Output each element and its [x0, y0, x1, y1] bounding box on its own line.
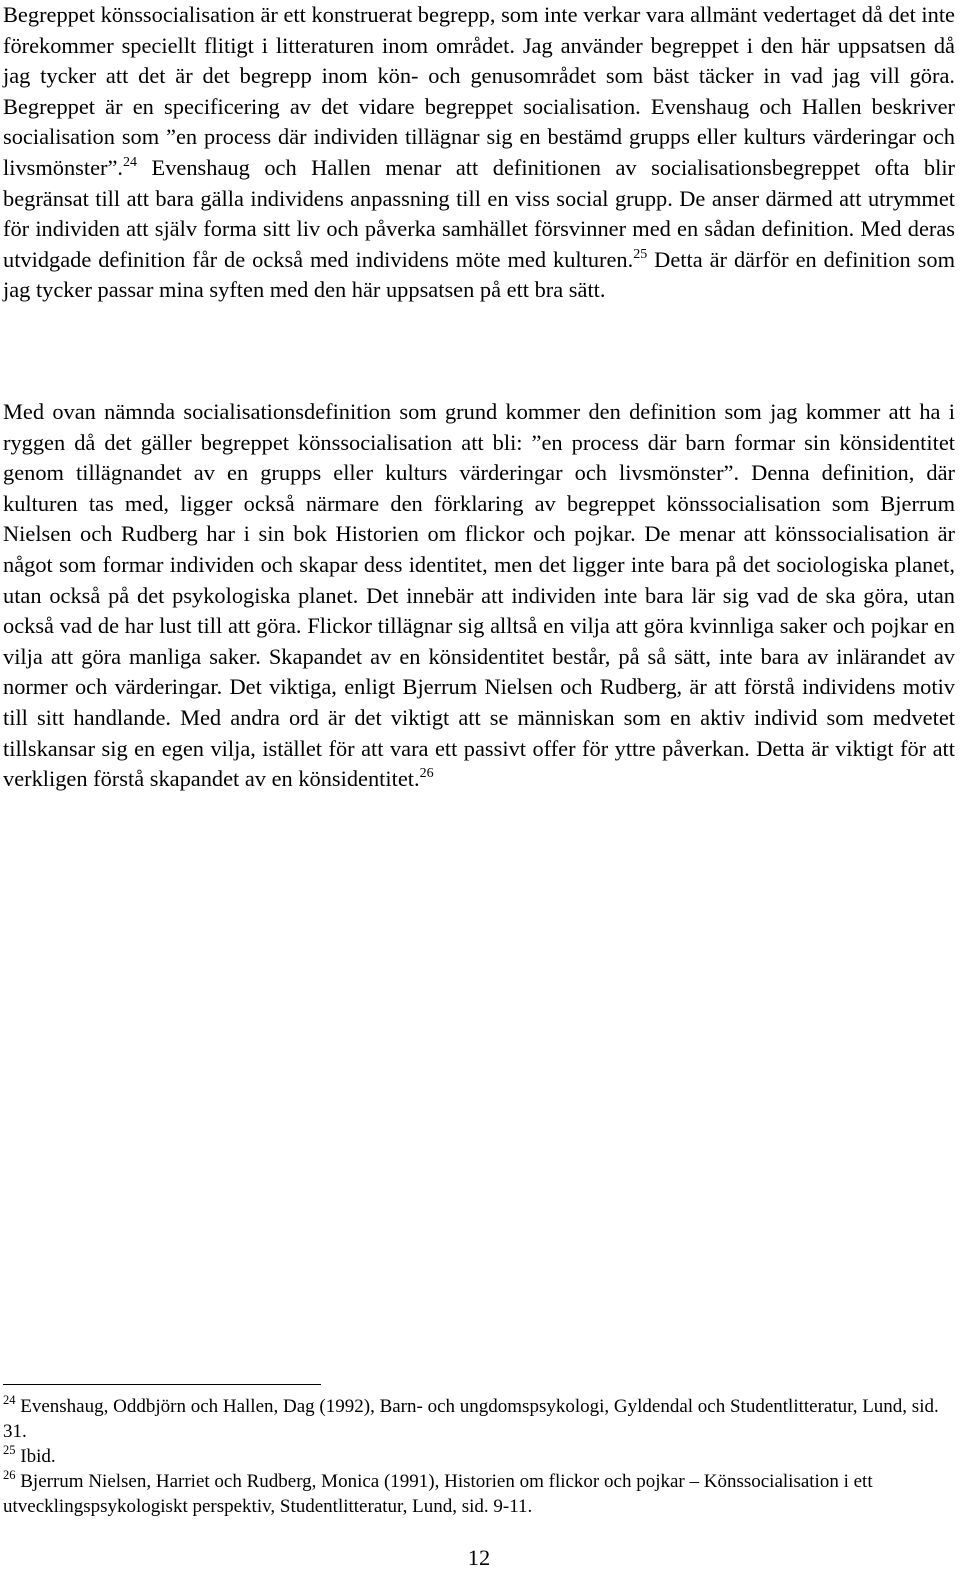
footnote-text: Evenshaug, Oddbjörn och Hallen, Dag (1992), Barn- och ungdomspsykologi, Gyldendal och Studentlitteratur, Lund, sid. 31. [3, 1396, 939, 1442]
footnote-ref-24: 24 [123, 154, 138, 170]
footnote-25 [3, 1444, 955, 1469]
document-page [3, 0, 955, 1594]
paragraph-1-text-b: Evenshaug och Hallen menar att definitionen av socialisationsbegreppet ofta blir begränsat till att bara gälla individens anpassning till en viss social grupp. De anser därmed att utrymmet för individen att själv forma sitt liv och påverka samhället försvinner med en sådan definition. Med deras utvidgade definition får de också med individens möte med kulturen. [3, 154, 955, 272]
footnote-ref-26: 26 [419, 766, 434, 782]
page-number: 12 [467, 1545, 491, 1570]
footnote-text: Ibid. [15, 1446, 56, 1467]
footnote-ref-25: 25 [633, 246, 648, 262]
body-paragraph-2 [3, 397, 955, 795]
body-paragraph-1 [3, 0, 955, 306]
footnote-26 [3, 1469, 955, 1519]
footnote-text: Bjerrum Nielsen, Harriet och Rudberg, Monica (1991), Historien om flickor och pojkar – Könssocialisation i ett utvecklingspsykologiskt perspektiv, Studentlitteratur, Lund, sid. 9-11. [3, 1471, 873, 1517]
paragraph-1-text-a: Begreppet könssocialisation är ett konstruerat begrepp, som inte verkar vara allmänt vedertaget då det inte förekommer speciellt flitigt i litteraturen inom området. Jag använder begreppet i den här uppsatsen då jag tycker att det är det begrepp inom kön- och genusområdet som bäst täcker in vad jag vill göra. Begreppet är en specificering av det vidare begreppet socialisation. Evenshaug och Hallen beskriver socialisation som ”en process där individen tillägnar sig en bestämd grupps eller kulturs värderingar och livsmönster”. [3, 2, 955, 180]
paragraph-2-text-a: Med ovan nämnda socialisationsdefinition som grund kommer den definition som jag kommer att ha i ryggen då det gäller begreppet könssocialisation att bli: ”en process där barn formar sin könsidentitet genom tillägnandet av en grupps eller kulturs värderingar och livsmönster”. Denna definition, där kulturen tas med, ligger också närmare den förklaring av begreppet könssocialisation som Bjerrum Nielsen och Rudberg har i sin bok Historien om flickor och pojkar. De menar att könssocialisation är något som formar individen och skapar dess identitet, men det ligger inte bara på det sociologiska planet, utan också på det psykologiska planet. Det innebär att individen inte bara lär sig vad de ska göra, utan också vad de har lust till att göra. Flickor tillägnar sig alltså en vilja att göra kvinnliga saker och pojkar en vilja att göra manliga saker. Skapandet av en könsidentitet består, på så sätt, inte bara av inlärandet av normer och värderingar. Det viktiga, enligt Bjerrum Nielsen och Rudberg, är att förstå individens motiv till sitt handlande. Med andra ord är det viktigt att se människan som en aktiv individ som medvetet tillskansar sig en egen vilja, istället för att vara ett passivt offer för yttre påverkan. Detta är viktigt för att verkligen förstå skapandet av en könsidentitet. [3, 399, 955, 792]
footnotes [3, 1394, 955, 1519]
footnote-number: 25 [3, 1443, 16, 1457]
footnote-separator [3, 1384, 321, 1385]
footnote-number: 24 [3, 1393, 16, 1407]
paragraph-1-text-c: Detta är därför en definition som jag tycker passar mina syften med den här uppsatsen på ett bra sätt. [3, 246, 955, 303]
footnote-24 [3, 1394, 955, 1444]
footnote-number: 26 [3, 1468, 16, 1482]
